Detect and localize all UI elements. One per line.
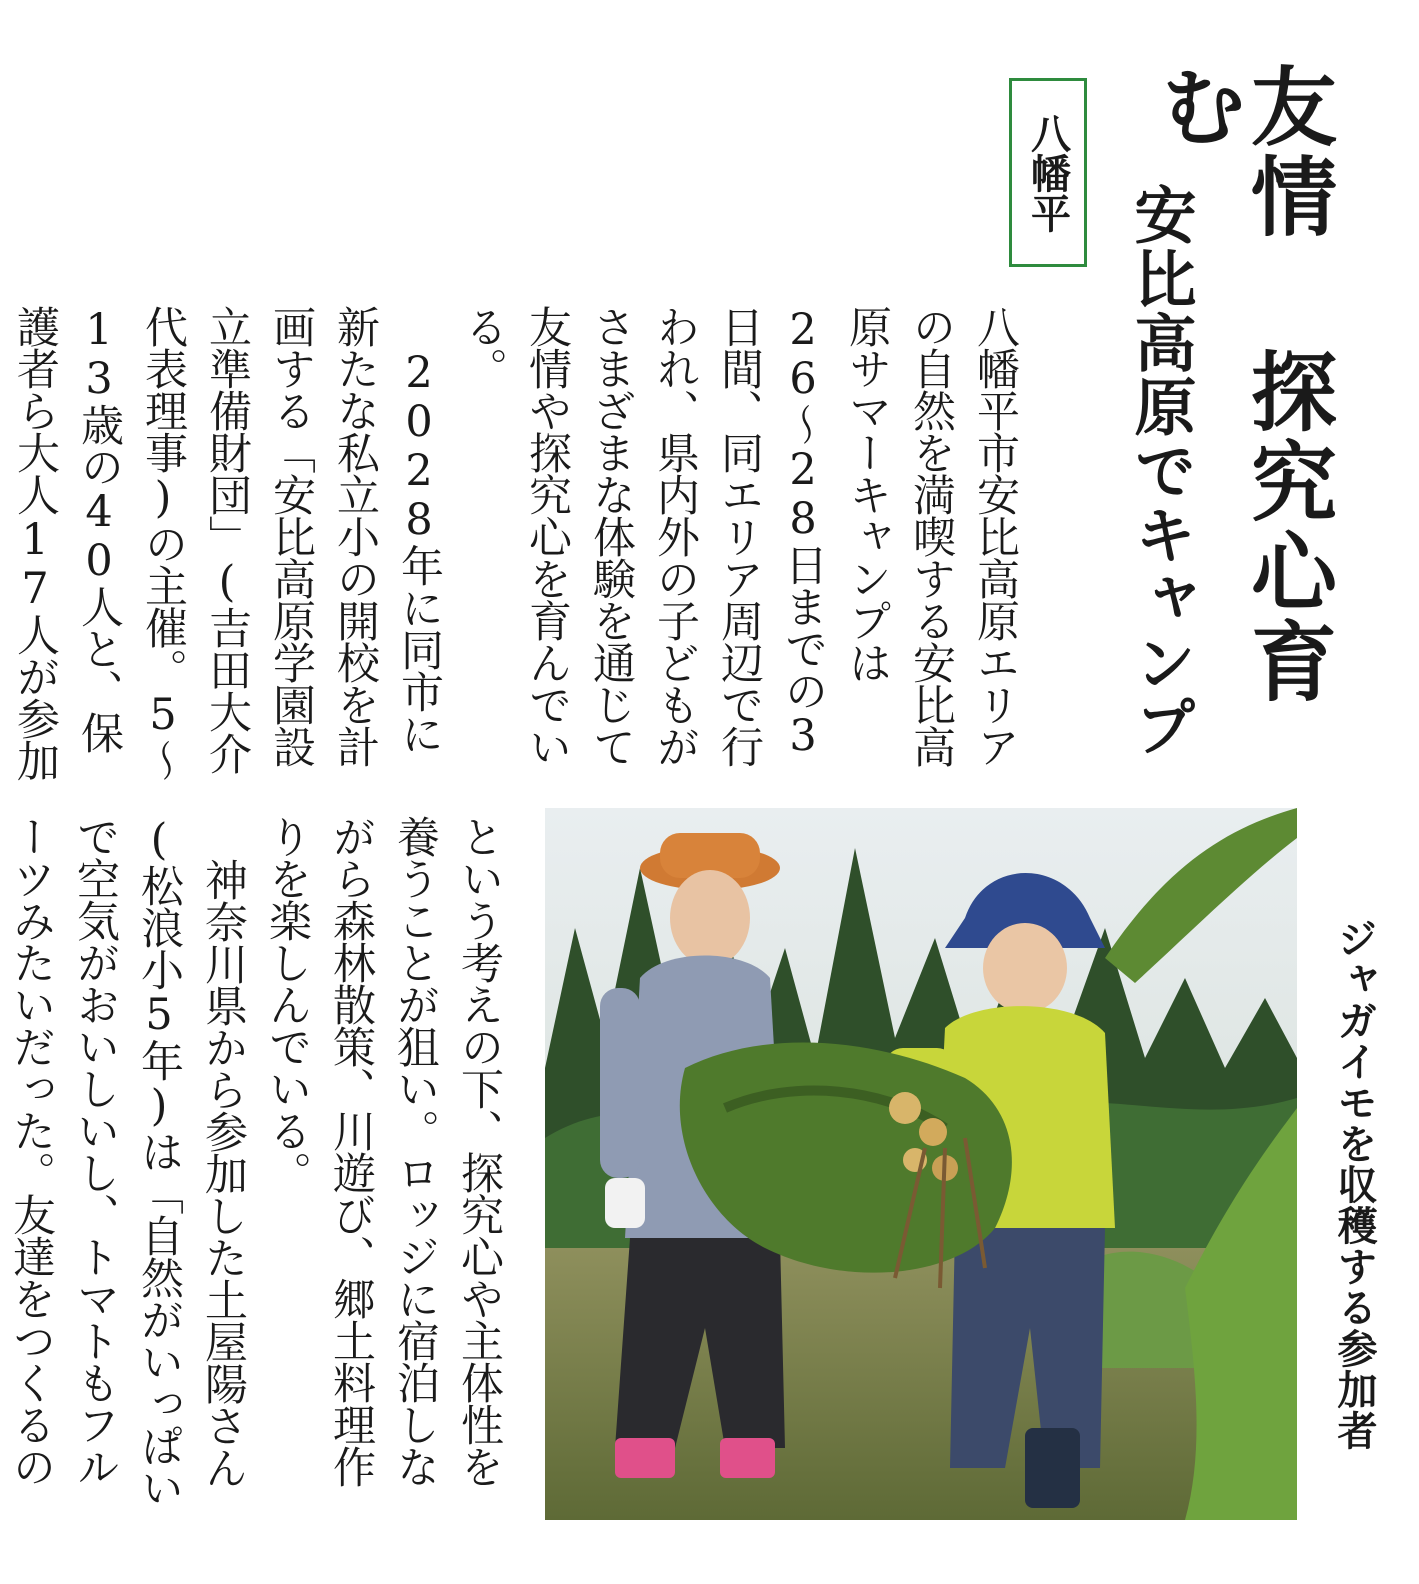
body-paragraph: という考えの下、探究心や主体性を養うことが狙い。ロッジに宿泊しながら森林散策、川遊び、郷土料理作りを楽しんでいる。 [262,815,504,1487]
harvest-photo-illustration [545,808,1297,1520]
body-paragraph: 神奈川県から参加した土屋陽さん(松浪小5年)は「自然がいっぱいで空気がおいしいし、トマトもフルーツみたいだった。友達をつくるの [6,815,248,1508]
body-paragraph: 2028年に同市に新たな私立小の開校を計画する「安比高原学園設立準備財団」(吉田大介代表理事)の主催。5〜13歳の40人と、保護者ら大人17人が参加 [10,305,444,781]
article-body-top [0,305,1027,785]
lead-paragraph: 八幡平市安比高原エリアの自然を満喫する安比高原サマーキャンプは26〜28日までの3日間、同エリア周辺で行われ、県内外の子どもがさまざまな体験を通じて友情や探究心を育んでいる。 [458,305,1020,767]
article-body-bottom [0,815,511,1525]
dateline-box [1009,78,1087,267]
news-photo [545,808,1297,1520]
headline: 友情 探究心育む [1145,62,1337,707]
dateline-label: 八幡平 [1024,112,1071,233]
photo-caption: ジャガイモを収穫する参加者 [1331,918,1377,1451]
subheadline: 安比高原でキャンプ [1124,183,1197,759]
